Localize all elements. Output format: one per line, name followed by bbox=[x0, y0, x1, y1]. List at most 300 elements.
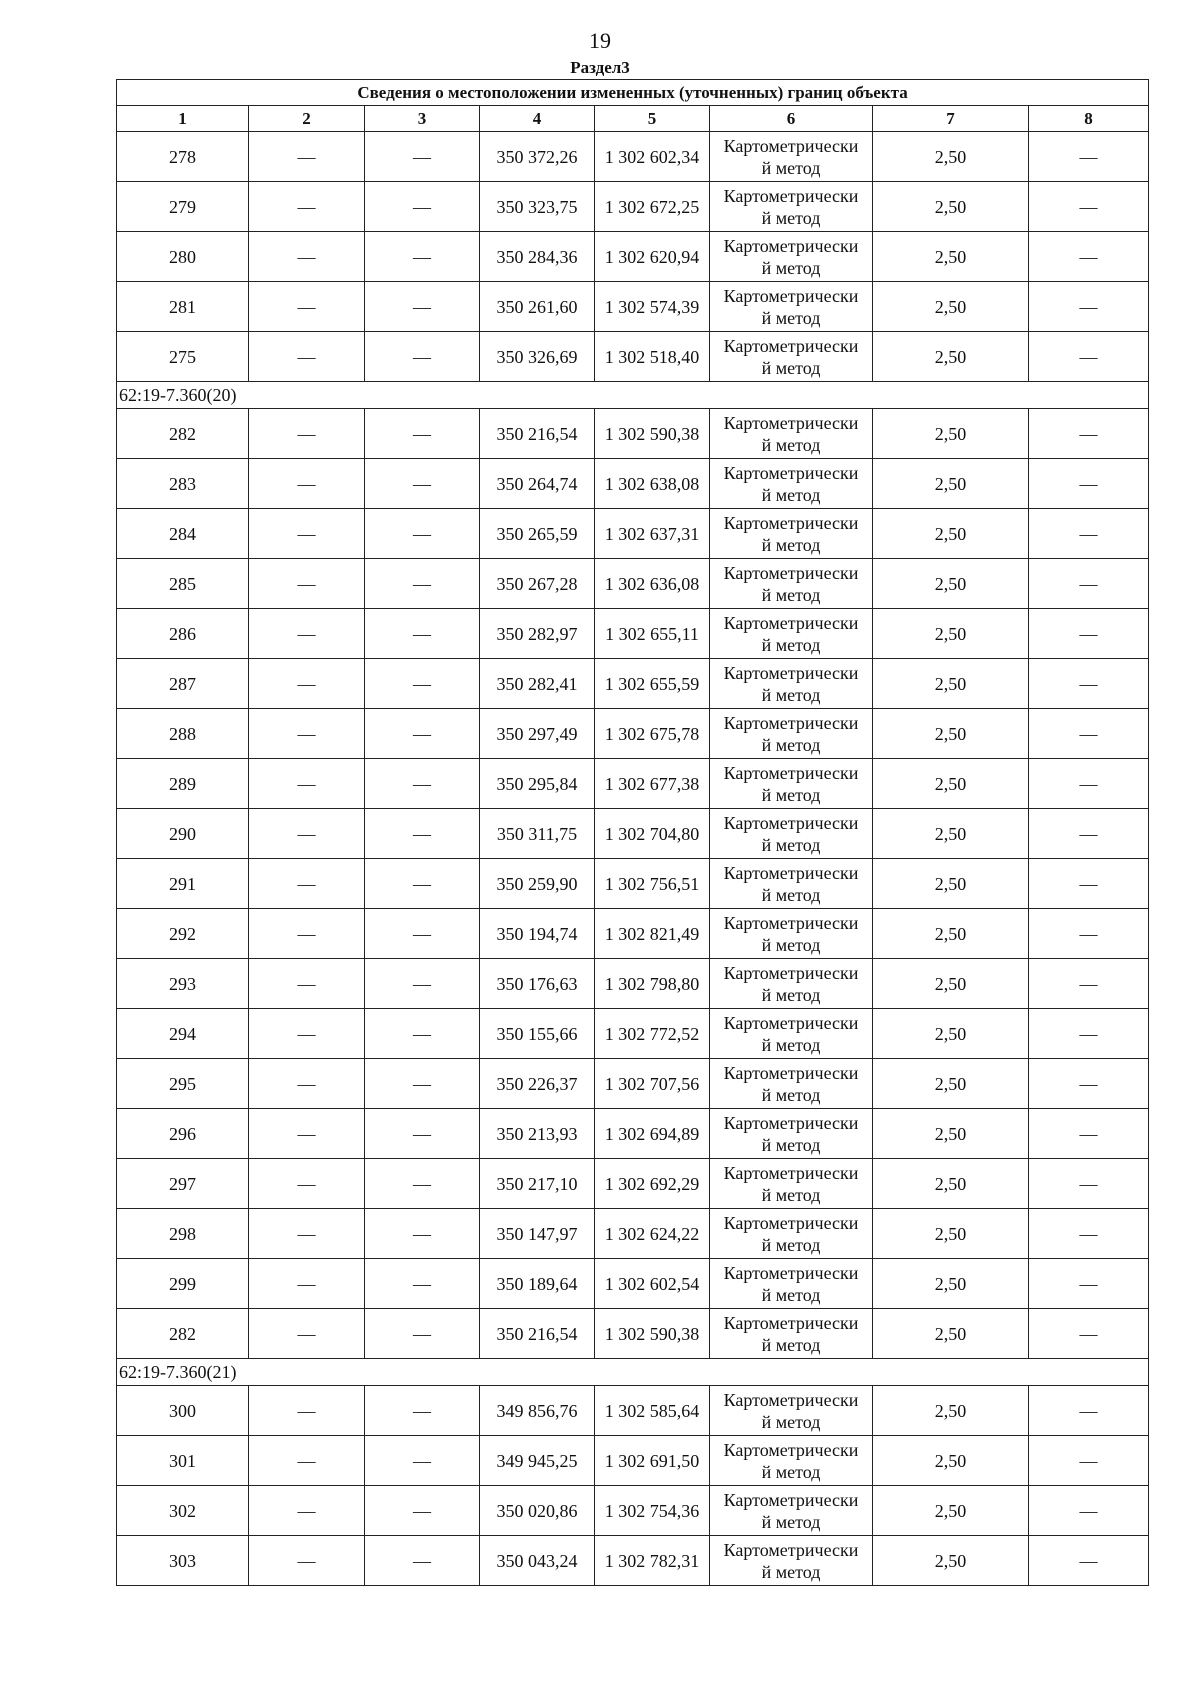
method-line-2: й метод bbox=[761, 934, 821, 955]
table-row bbox=[117, 409, 1149, 459]
column-8-cell: — bbox=[1029, 132, 1149, 182]
accuracy-cell: 2,50 bbox=[873, 282, 1029, 332]
x-coordinate-cell: 350 323,75 bbox=[480, 182, 595, 232]
column-8-cell: — bbox=[1029, 1159, 1149, 1209]
accuracy-cell: 2,50 bbox=[873, 132, 1029, 182]
column-3-cell: — bbox=[365, 659, 480, 709]
column-3-cell: — bbox=[365, 1436, 480, 1486]
accuracy-cell: 2,50 bbox=[873, 232, 1029, 282]
method-cell bbox=[710, 459, 873, 509]
y-coordinate-cell: 1 302 677,38 bbox=[595, 759, 710, 809]
column-2-cell: — bbox=[249, 1259, 365, 1309]
method-cell bbox=[710, 1309, 873, 1359]
table-row bbox=[117, 332, 1149, 382]
point-number-cell: 299 bbox=[117, 1259, 249, 1309]
column-8-cell: — bbox=[1029, 509, 1149, 559]
method-line-1: Картометрически bbox=[723, 285, 859, 306]
point-number-cell: 282 bbox=[117, 409, 249, 459]
table-row bbox=[117, 182, 1149, 232]
method-line-2: й метод bbox=[761, 1034, 821, 1055]
x-coordinate-cell: 350 282,41 bbox=[480, 659, 595, 709]
x-coordinate-cell: 349 856,76 bbox=[480, 1386, 595, 1436]
x-coordinate-cell: 350 259,90 bbox=[480, 859, 595, 909]
method-line-1: Картометрически bbox=[723, 512, 859, 533]
column-3-cell: — bbox=[365, 459, 480, 509]
column-3-cell: — bbox=[365, 282, 480, 332]
method-line-1: Картометрически bbox=[723, 1439, 859, 1460]
point-number-cell: 297 bbox=[117, 1159, 249, 1209]
point-number-cell: 281 bbox=[117, 282, 249, 332]
table-row bbox=[117, 1259, 1149, 1309]
accuracy-cell: 2,50 bbox=[873, 509, 1029, 559]
method-cell bbox=[710, 909, 873, 959]
column-8-cell: — bbox=[1029, 759, 1149, 809]
column-2-cell: — bbox=[249, 759, 365, 809]
column-3-cell: — bbox=[365, 609, 480, 659]
method-line-2: й метод bbox=[761, 1184, 821, 1205]
column-8-cell: — bbox=[1029, 232, 1149, 282]
method-line-1: Картометрически bbox=[723, 562, 859, 583]
method-line-2: й метод bbox=[761, 484, 821, 505]
column-8-cell: — bbox=[1029, 959, 1149, 1009]
y-coordinate-cell: 1 302 782,31 bbox=[595, 1536, 710, 1586]
x-coordinate-cell: 350 226,37 bbox=[480, 1059, 595, 1109]
column-3-cell: — bbox=[365, 559, 480, 609]
method-line-1: Картометрически bbox=[723, 1262, 859, 1283]
column-2-cell: — bbox=[249, 909, 365, 959]
column-2-cell: — bbox=[249, 1109, 365, 1159]
method-cell bbox=[710, 1259, 873, 1309]
column-3-cell: — bbox=[365, 409, 480, 459]
point-number-cell: 280 bbox=[117, 232, 249, 282]
method-line-2: й метод bbox=[761, 157, 821, 178]
method-line-1: Картометрически bbox=[723, 412, 859, 433]
table-row bbox=[117, 1209, 1149, 1259]
method-line-1: Картометрически bbox=[723, 1389, 859, 1410]
method-line-1: Картометрически bbox=[723, 962, 859, 983]
y-coordinate-cell: 1 302 692,29 bbox=[595, 1159, 710, 1209]
method-line-1: Картометрически bbox=[723, 135, 859, 156]
table-row bbox=[117, 1486, 1149, 1536]
method-line-1: Картометрически bbox=[723, 662, 859, 683]
method-line-2: й метод bbox=[761, 534, 821, 555]
column-2-cell: — bbox=[249, 1436, 365, 1486]
accuracy-cell: 2,50 bbox=[873, 659, 1029, 709]
x-coordinate-cell: 350 020,86 bbox=[480, 1486, 595, 1536]
accuracy-cell: 2,50 bbox=[873, 1209, 1029, 1259]
accuracy-cell: 2,50 bbox=[873, 332, 1029, 382]
column-3-cell: — bbox=[365, 232, 480, 282]
x-coordinate-cell: 350 326,69 bbox=[480, 332, 595, 382]
y-coordinate-cell: 1 302 675,78 bbox=[595, 709, 710, 759]
x-coordinate-cell: 350 194,74 bbox=[480, 909, 595, 959]
method-line-2: й метод bbox=[761, 357, 821, 378]
y-coordinate-cell: 1 302 624,22 bbox=[595, 1209, 710, 1259]
point-number-cell: 296 bbox=[117, 1109, 249, 1159]
method-cell bbox=[710, 559, 873, 609]
method-line-1: Картометрически bbox=[723, 1012, 859, 1033]
y-coordinate-cell: 1 302 756,51 bbox=[595, 859, 710, 909]
accuracy-cell: 2,50 bbox=[873, 859, 1029, 909]
table-row bbox=[117, 232, 1149, 282]
column-8-cell: — bbox=[1029, 1109, 1149, 1159]
method-line-2: й метод bbox=[761, 1561, 821, 1582]
column-header: 6 bbox=[710, 106, 873, 132]
column-3-cell: — bbox=[365, 1059, 480, 1109]
column-8-cell: — bbox=[1029, 409, 1149, 459]
method-line-2: й метод bbox=[761, 1334, 821, 1355]
method-cell bbox=[710, 1386, 873, 1436]
column-3-cell: — bbox=[365, 1486, 480, 1536]
point-number-cell: 292 bbox=[117, 909, 249, 959]
column-8-cell: — bbox=[1029, 809, 1149, 859]
column-2-cell: — bbox=[249, 459, 365, 509]
cadastral-group-label: 62:19-7.360(21) bbox=[117, 1359, 1149, 1386]
x-coordinate-cell: 350 284,36 bbox=[480, 232, 595, 282]
y-coordinate-cell: 1 302 590,38 bbox=[595, 409, 710, 459]
method-line-2: й метод bbox=[761, 884, 821, 905]
method-cell bbox=[710, 232, 873, 282]
point-number-cell: 293 bbox=[117, 959, 249, 1009]
column-8-cell: — bbox=[1029, 559, 1149, 609]
method-line-1: Картометрически bbox=[723, 862, 859, 883]
y-coordinate-cell: 1 302 590,38 bbox=[595, 1309, 710, 1359]
column-8-cell: — bbox=[1029, 182, 1149, 232]
method-cell bbox=[710, 1209, 873, 1259]
point-number-cell: 291 bbox=[117, 859, 249, 909]
table-body bbox=[117, 132, 1149, 1586]
point-number-cell: 286 bbox=[117, 609, 249, 659]
table-row bbox=[117, 282, 1149, 332]
point-number-cell: 302 bbox=[117, 1486, 249, 1536]
table-row bbox=[117, 132, 1149, 182]
accuracy-cell: 2,50 bbox=[873, 1536, 1029, 1586]
method-line-2: й метод bbox=[761, 1134, 821, 1155]
method-cell bbox=[710, 1009, 873, 1059]
y-coordinate-cell: 1 302 518,40 bbox=[595, 332, 710, 382]
method-cell bbox=[710, 409, 873, 459]
column-8-cell: — bbox=[1029, 1436, 1149, 1486]
point-number-cell: 283 bbox=[117, 459, 249, 509]
column-2-cell: — bbox=[249, 1486, 365, 1536]
method-line-1: Картометрически bbox=[723, 1489, 859, 1510]
method-line-1: Картометрически bbox=[723, 462, 859, 483]
column-8-cell: — bbox=[1029, 459, 1149, 509]
method-cell bbox=[710, 1436, 873, 1486]
column-8-cell: — bbox=[1029, 909, 1149, 959]
accuracy-cell: 2,50 bbox=[873, 1009, 1029, 1059]
x-coordinate-cell: 350 155,66 bbox=[480, 1009, 595, 1059]
column-2-cell: — bbox=[249, 232, 365, 282]
point-number-cell: 278 bbox=[117, 132, 249, 182]
column-2-cell: — bbox=[249, 282, 365, 332]
y-coordinate-cell: 1 302 821,49 bbox=[595, 909, 710, 959]
point-number-cell: 284 bbox=[117, 509, 249, 559]
column-header: 4 bbox=[480, 106, 595, 132]
point-number-cell: 285 bbox=[117, 559, 249, 609]
method-line-2: й метод bbox=[761, 1084, 821, 1105]
y-coordinate-cell: 1 302 798,80 bbox=[595, 959, 710, 1009]
y-coordinate-cell: 1 302 585,64 bbox=[595, 1386, 710, 1436]
method-cell bbox=[710, 132, 873, 182]
method-line-2: й метод bbox=[761, 734, 821, 755]
table-row bbox=[117, 509, 1149, 559]
y-coordinate-cell: 1 302 655,11 bbox=[595, 609, 710, 659]
column-2-cell: — bbox=[249, 1059, 365, 1109]
column-3-cell: — bbox=[365, 1259, 480, 1309]
method-line-1: Картометрически bbox=[723, 912, 859, 933]
method-cell bbox=[710, 959, 873, 1009]
table-row bbox=[117, 709, 1149, 759]
table-row bbox=[117, 1436, 1149, 1486]
table-row bbox=[117, 1386, 1149, 1436]
accuracy-cell: 2,50 bbox=[873, 1436, 1029, 1486]
column-3-cell: — bbox=[365, 1536, 480, 1586]
x-coordinate-cell: 350 176,63 bbox=[480, 959, 595, 1009]
method-line-2: й метод bbox=[761, 834, 821, 855]
method-line-1: Картометрически bbox=[723, 712, 859, 733]
column-8-cell: — bbox=[1029, 859, 1149, 909]
method-line-1: Картометрически bbox=[723, 1162, 859, 1183]
column-8-cell: — bbox=[1029, 1259, 1149, 1309]
method-line-1: Картометрически bbox=[723, 1212, 859, 1233]
method-line-2: й метод bbox=[761, 434, 821, 455]
accuracy-cell: 2,50 bbox=[873, 559, 1029, 609]
accuracy-cell: 2,50 bbox=[873, 182, 1029, 232]
table-caption: Сведения о местоположении измененных (уточненных) границ объекта bbox=[117, 80, 1149, 106]
column-8-cell: — bbox=[1029, 332, 1149, 382]
column-2-cell: — bbox=[249, 509, 365, 559]
column-3-cell: — bbox=[365, 1209, 480, 1259]
method-line-2: й метод bbox=[761, 784, 821, 805]
accuracy-cell: 2,50 bbox=[873, 959, 1029, 1009]
method-cell bbox=[710, 182, 873, 232]
column-header: 3 bbox=[365, 106, 480, 132]
table-row bbox=[117, 1536, 1149, 1586]
column-2-cell: — bbox=[249, 659, 365, 709]
column-2-cell: — bbox=[249, 1009, 365, 1059]
y-coordinate-cell: 1 302 602,34 bbox=[595, 132, 710, 182]
x-coordinate-cell: 350 213,93 bbox=[480, 1109, 595, 1159]
point-number-cell: 303 bbox=[117, 1536, 249, 1586]
method-cell bbox=[710, 609, 873, 659]
y-coordinate-cell: 1 302 655,59 bbox=[595, 659, 710, 709]
y-coordinate-cell: 1 302 672,25 bbox=[595, 182, 710, 232]
column-2-cell: — bbox=[249, 132, 365, 182]
table-row bbox=[117, 609, 1149, 659]
accuracy-cell: 2,50 bbox=[873, 909, 1029, 959]
column-header: 8 bbox=[1029, 106, 1149, 132]
method-line-2: й метод bbox=[761, 1461, 821, 1482]
accuracy-cell: 2,50 bbox=[873, 709, 1029, 759]
group-header-row bbox=[117, 1359, 1149, 1386]
method-line-2: й метод bbox=[761, 1234, 821, 1255]
column-2-cell: — bbox=[249, 1309, 365, 1359]
method-cell bbox=[710, 509, 873, 559]
column-3-cell: — bbox=[365, 1386, 480, 1436]
method-cell bbox=[710, 1109, 873, 1159]
accuracy-cell: 2,50 bbox=[873, 409, 1029, 459]
point-number-cell: 301 bbox=[117, 1436, 249, 1486]
x-coordinate-cell: 350 147,97 bbox=[480, 1209, 595, 1259]
x-coordinate-cell: 350 043,24 bbox=[480, 1536, 595, 1586]
point-number-cell: 289 bbox=[117, 759, 249, 809]
x-coordinate-cell: 350 372,26 bbox=[480, 132, 595, 182]
method-line-2: й метод bbox=[761, 684, 821, 705]
column-3-cell: — bbox=[365, 959, 480, 1009]
column-2-cell: — bbox=[249, 1159, 365, 1209]
x-coordinate-cell: 350 189,64 bbox=[480, 1259, 595, 1309]
table-row bbox=[117, 659, 1149, 709]
y-coordinate-cell: 1 302 637,31 bbox=[595, 509, 710, 559]
table-row bbox=[117, 1109, 1149, 1159]
column-header-row bbox=[117, 106, 1149, 132]
column-2-cell: — bbox=[249, 1209, 365, 1259]
point-number-cell: 290 bbox=[117, 809, 249, 859]
y-coordinate-cell: 1 302 694,89 bbox=[595, 1109, 710, 1159]
method-line-1: Картометрически bbox=[723, 185, 859, 206]
column-8-cell: — bbox=[1029, 1009, 1149, 1059]
column-2-cell: — bbox=[249, 809, 365, 859]
boundary-coordinates-table bbox=[116, 79, 1149, 1586]
y-coordinate-cell: 1 302 691,50 bbox=[595, 1436, 710, 1486]
x-coordinate-cell: 350 216,54 bbox=[480, 409, 595, 459]
method-cell bbox=[710, 809, 873, 859]
point-number-cell: 275 bbox=[117, 332, 249, 382]
column-2-cell: — bbox=[249, 609, 365, 659]
x-coordinate-cell: 350 265,59 bbox=[480, 509, 595, 559]
column-3-cell: — bbox=[365, 759, 480, 809]
method-cell bbox=[710, 659, 873, 709]
column-header: 2 bbox=[249, 106, 365, 132]
column-8-cell: — bbox=[1029, 1536, 1149, 1586]
column-2-cell: — bbox=[249, 1536, 365, 1586]
y-coordinate-cell: 1 302 772,52 bbox=[595, 1009, 710, 1059]
x-coordinate-cell: 350 311,75 bbox=[480, 809, 595, 859]
accuracy-cell: 2,50 bbox=[873, 759, 1029, 809]
column-header: 5 bbox=[595, 106, 710, 132]
method-line-2: й метод bbox=[761, 984, 821, 1005]
accuracy-cell: 2,50 bbox=[873, 1309, 1029, 1359]
column-header: 1 bbox=[117, 106, 249, 132]
column-3-cell: — bbox=[365, 809, 480, 859]
table-row bbox=[117, 1059, 1149, 1109]
method-cell bbox=[710, 1486, 873, 1536]
x-coordinate-cell: 350 217,10 bbox=[480, 1159, 595, 1209]
accuracy-cell: 2,50 bbox=[873, 1059, 1029, 1109]
accuracy-cell: 2,50 bbox=[873, 609, 1029, 659]
point-number-cell: 282 bbox=[117, 1309, 249, 1359]
table-row bbox=[117, 959, 1149, 1009]
accuracy-cell: 2,50 bbox=[873, 1259, 1029, 1309]
column-8-cell: — bbox=[1029, 1486, 1149, 1536]
x-coordinate-cell: 350 261,60 bbox=[480, 282, 595, 332]
column-2-cell: — bbox=[249, 182, 365, 232]
column-3-cell: — bbox=[365, 1309, 480, 1359]
column-3-cell: — bbox=[365, 332, 480, 382]
column-8-cell: — bbox=[1029, 1309, 1149, 1359]
x-coordinate-cell: 350 295,84 bbox=[480, 759, 595, 809]
method-line-1: Картометрически bbox=[723, 1062, 859, 1083]
x-coordinate-cell: 350 282,97 bbox=[480, 609, 595, 659]
table-row bbox=[117, 859, 1149, 909]
column-3-cell: — bbox=[365, 709, 480, 759]
column-3-cell: — bbox=[365, 182, 480, 232]
column-3-cell: — bbox=[365, 1109, 480, 1159]
table-row bbox=[117, 1159, 1149, 1209]
x-coordinate-cell: 350 297,49 bbox=[480, 709, 595, 759]
column-2-cell: — bbox=[249, 1386, 365, 1436]
method-line-2: й метод bbox=[761, 634, 821, 655]
column-3-cell: — bbox=[365, 859, 480, 909]
column-8-cell: — bbox=[1029, 1386, 1149, 1436]
method-line-2: й метод bbox=[761, 257, 821, 278]
column-3-cell: — bbox=[365, 909, 480, 959]
table-row bbox=[117, 559, 1149, 609]
table-row bbox=[117, 1309, 1149, 1359]
x-coordinate-cell: 350 267,28 bbox=[480, 559, 595, 609]
method-line-2: й метод bbox=[761, 1411, 821, 1432]
column-2-cell: — bbox=[249, 959, 365, 1009]
column-2-cell: — bbox=[249, 859, 365, 909]
column-8-cell: — bbox=[1029, 1059, 1149, 1109]
method-cell bbox=[710, 332, 873, 382]
point-number-cell: 279 bbox=[117, 182, 249, 232]
column-8-cell: — bbox=[1029, 282, 1149, 332]
section-label: Раздел3 bbox=[570, 58, 630, 77]
table-row bbox=[117, 759, 1149, 809]
table-row bbox=[117, 1009, 1149, 1059]
column-8-cell: — bbox=[1029, 609, 1149, 659]
table-row bbox=[117, 909, 1149, 959]
table-row bbox=[117, 809, 1149, 859]
column-8-cell: — bbox=[1029, 1209, 1149, 1259]
method-line-1: Картометрически bbox=[723, 235, 859, 256]
method-line-1: Картометрически bbox=[723, 612, 859, 633]
column-8-cell: — bbox=[1029, 709, 1149, 759]
method-line-2: й метод bbox=[761, 1284, 821, 1305]
y-coordinate-cell: 1 302 754,36 bbox=[595, 1486, 710, 1536]
method-cell bbox=[710, 709, 873, 759]
column-3-cell: — bbox=[365, 132, 480, 182]
method-line-1: Картометрически bbox=[723, 812, 859, 833]
accuracy-cell: 2,50 bbox=[873, 1109, 1029, 1159]
method-line-2: й метод bbox=[761, 1511, 821, 1532]
method-cell bbox=[710, 1159, 873, 1209]
method-line-2: й метод bbox=[761, 307, 821, 328]
point-number-cell: 294 bbox=[117, 1009, 249, 1059]
method-line-1: Картометрически bbox=[723, 1312, 859, 1333]
column-8-cell: — bbox=[1029, 659, 1149, 709]
cadastral-group-label: 62:19-7.360(20) bbox=[117, 382, 1149, 409]
y-coordinate-cell: 1 302 704,80 bbox=[595, 809, 710, 859]
point-number-cell: 287 bbox=[117, 659, 249, 709]
table-row bbox=[117, 459, 1149, 509]
method-cell bbox=[710, 759, 873, 809]
y-coordinate-cell: 1 302 574,39 bbox=[595, 282, 710, 332]
method-line-1: Картометрически bbox=[723, 1539, 859, 1560]
method-cell bbox=[710, 1059, 873, 1109]
accuracy-cell: 2,50 bbox=[873, 1159, 1029, 1209]
column-2-cell: — bbox=[249, 709, 365, 759]
y-coordinate-cell: 1 302 602,54 bbox=[595, 1259, 710, 1309]
accuracy-cell: 2,50 bbox=[873, 809, 1029, 859]
column-2-cell: — bbox=[249, 332, 365, 382]
accuracy-cell: 2,50 bbox=[873, 459, 1029, 509]
method-line-1: Картометрически bbox=[723, 1112, 859, 1133]
point-number-cell: 288 bbox=[117, 709, 249, 759]
page-number: 19 bbox=[589, 28, 611, 53]
